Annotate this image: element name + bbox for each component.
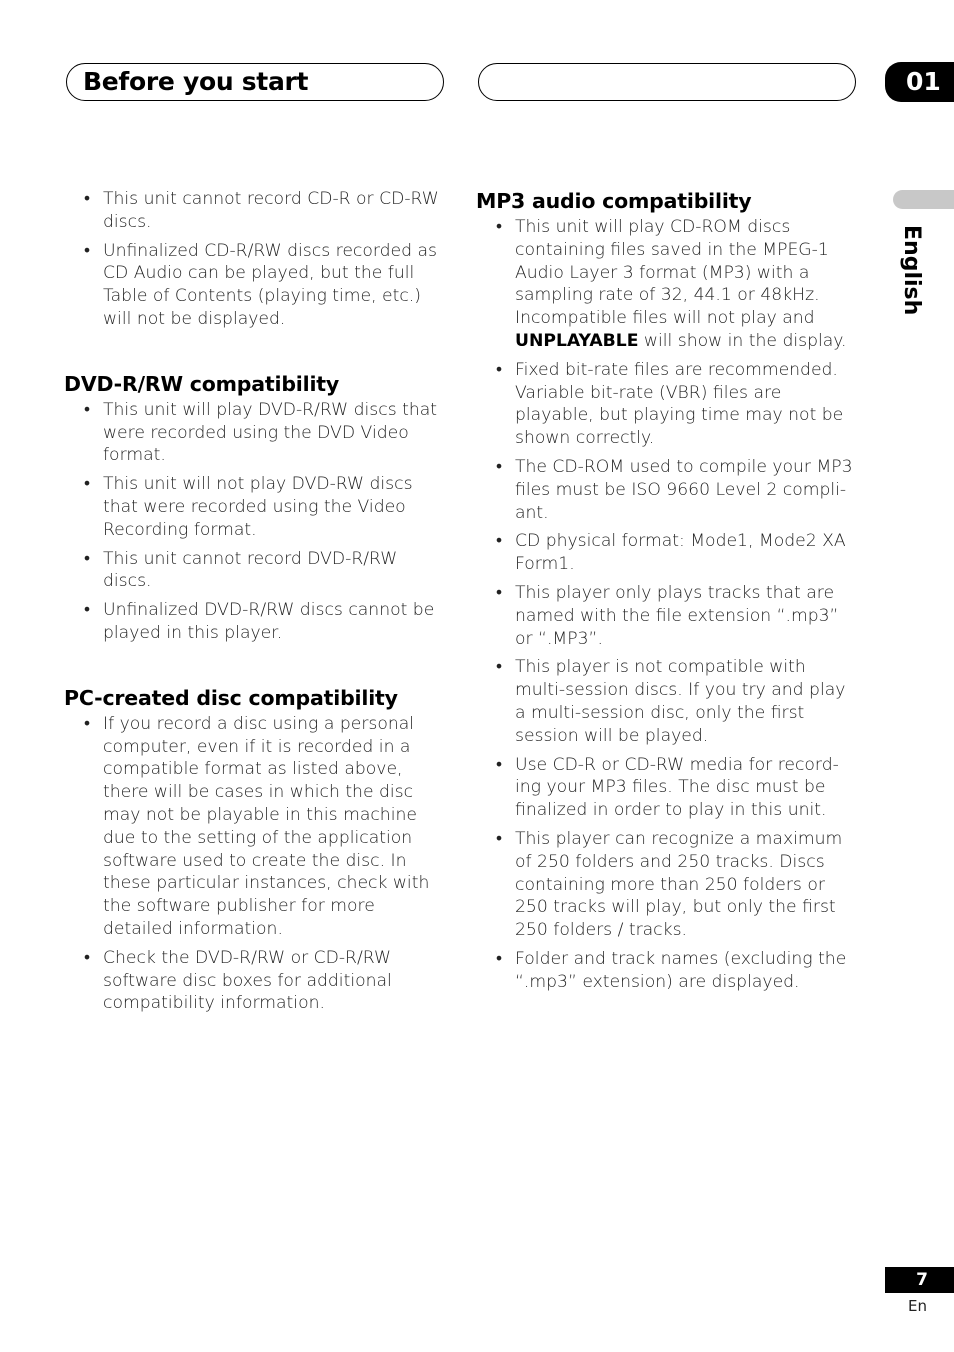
list-item: • Folder and track names (excluding the “.mp3” extension) are displayed. — [476, 948, 860, 994]
mp3-first-item-text: This unit will play CD-ROM discs containing files saved in the MPEG-1 Audio Layer 3 format (MP3) with a sampling rate of 32, 44.1 or 48kHz. Incompatible files will not play and — [515, 217, 829, 329]
mp3-first-item-tail: will show in the display. — [643, 330, 847, 351]
page-language: En — [908, 1297, 927, 1315]
pc-list — [64, 713, 444, 1015]
page-title: Before you start — [83, 67, 309, 96]
list-item: • Unfinalized DVD-R/RW discs cannot be played in this player. — [64, 599, 444, 645]
dvd-section-heading: DVD-R/RW compatibility — [64, 371, 340, 396]
right-column — [476, 188, 860, 1000]
list-item: • This player can recognize a maximum of 250 folders and 250 tracks. Discs containing more than 250 folders or 250 tracks will play, but only the first 250 folders / tracks. — [476, 828, 860, 942]
list-item: • CD physical format: Mode1, Mode2 XA Form1. — [476, 530, 860, 576]
list-item: • This unit will play DVD-R/RW discs that were recorded using the DVD Video format. — [64, 399, 444, 467]
list-item: • This player only plays tracks that are named with the file extension “.mp3” or “.MP3”. — [476, 582, 860, 650]
header-blank-frame — [478, 63, 856, 101]
mp3-section-heading: MP3 audio compatibility — [476, 189, 752, 213]
dvd-list — [64, 399, 444, 645]
list-item: • If you record a disc using a personal computer, even if it is recorded in a compatible format as listed above, there will be cases in which the disc may not be playable in this machine due to the setting of the application software used to create the disc. In these particular instances, check with the software publisher for more detailed information. — [64, 713, 444, 941]
page-number-badge — [885, 1267, 954, 1293]
unplayable-keyword: UNPLAYABLE — [515, 330, 639, 351]
language-label: English — [899, 225, 924, 316]
list-item: • The CD-ROM used to compile your MP3 files must be ISO 9660 Level 2 compli-ant. — [476, 456, 860, 524]
chapter-number: 01 — [906, 67, 941, 96]
list-item: • This player is not compatible with multi-session discs. If you try and play a multi-session disc, only the first session will be played. — [476, 656, 860, 747]
header-title-frame — [66, 63, 444, 101]
list-item: • Use CD-R or CD-RW media for record-ing your MP3 files. The disc must be finalized in order to play in this unit. — [476, 754, 860, 822]
list-item: • Fixed bit-rate files are recommended. Variable bit-rate (VBR) files are playable, but playing time may not be shown correctly. — [476, 359, 860, 450]
pc-section-heading: PC-created disc compatibility — [64, 685, 398, 710]
intro-list — [64, 188, 444, 331]
list-item: • This unit cannot record DVD-R/RW discs. — [64, 548, 444, 594]
chapter-badge — [885, 62, 954, 102]
language-tab-marker — [893, 190, 954, 209]
list-item: • Unfinalized CD-R/RW discs recorded as CD Audio can be played, but the full Table of Contents (playing time, etc.) will not be displayed. — [64, 240, 444, 331]
left-column — [64, 188, 444, 1021]
list-item: • This unit will not play DVD-RW discs that were recorded using the Video Recording format. — [64, 473, 444, 541]
list-item: • This unit cannot record CD-R or CD-RW discs. — [64, 188, 444, 234]
page-number: 7 — [916, 1270, 928, 1290]
mp3-list — [476, 216, 860, 994]
list-item — [476, 216, 860, 353]
list-item: • Check the DVD-R/RW or CD-R/RW software disc boxes for additional compatibility information. — [64, 947, 444, 1015]
